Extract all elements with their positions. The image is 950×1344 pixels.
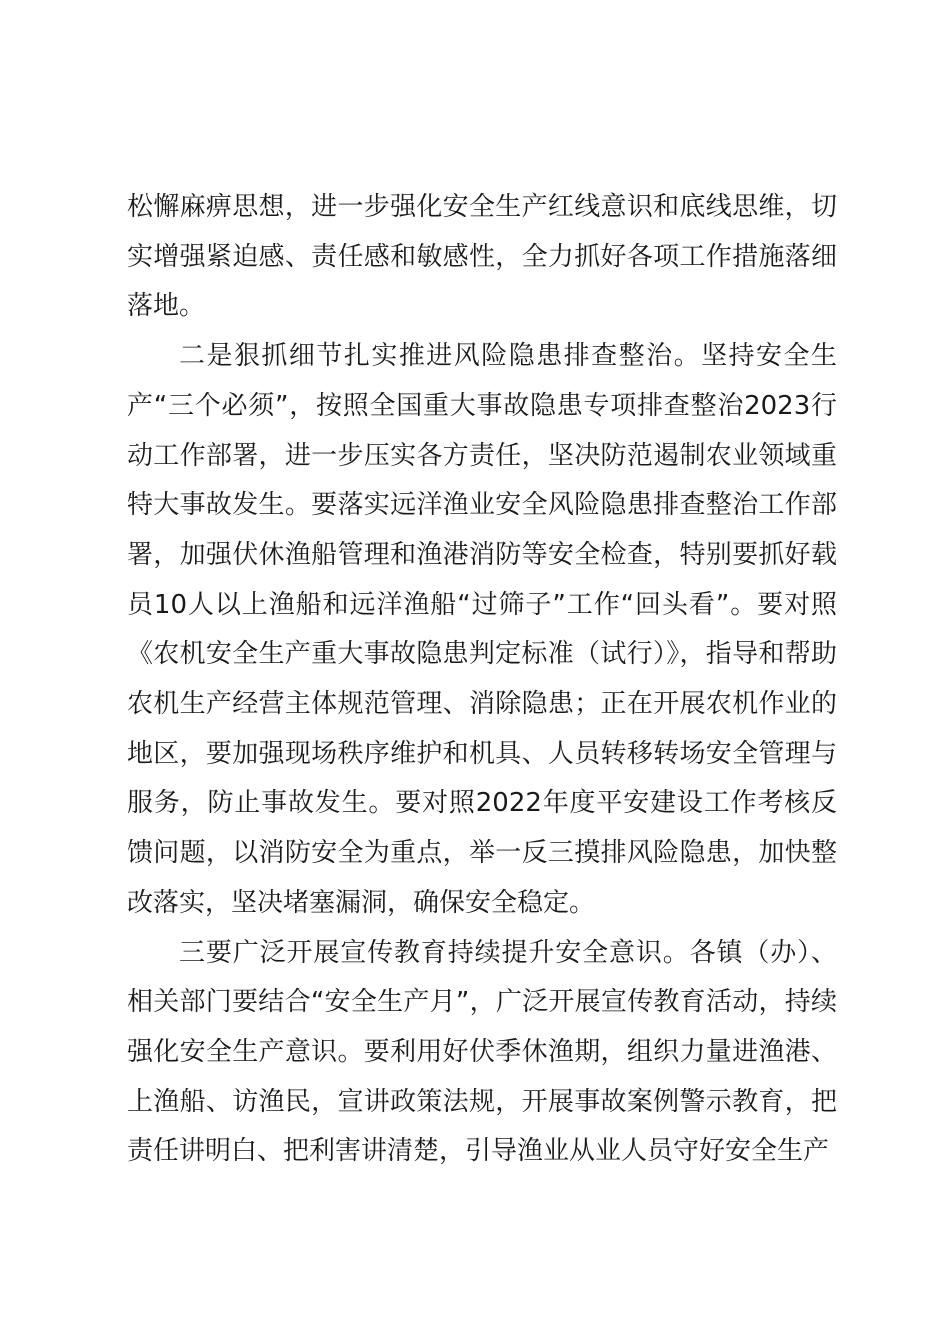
paragraph-risk-inspection: 二是狠抓细节扎实推进风险隐患排查整治。坚持安全生产“三个必须”，按照全国重大事故隐患专项排查整治2023行动工作部署，进一步压实各方责任，坚决防范遏制农业领域重特大事故发生。要落实远洋渔业安全风险隐患排查整治工作部署，加强伏休渔船管理和渔港消防等安全检查，特别要抓好载员10人以上渔船和远洋渔船“过筛子”工作“回头看”。要对照《农机安全生产重大事故隐患判定标准（试行）》，指导和帮助农机生产经营主体规范管理、消除隐患；正在开展农机作业的地区，要加强现场秩序维护和机具、人员转移转场安全管理与服务，防止事故发生。要对照2022年度平安建设工作考核反馈问题，以消防安全为重点，举一反三摸排风险隐患，加快整改落实，坚决堵塞漏洞，确保安全稳定。 [127,341,837,918]
paragraph-safety-education: 三要广泛开展宣传教育持续提升安全意识。各镇（办）、相关部门要结合“安全生产月”，广泛开展宣传教育活动，持续强化安全生产意识。要利用好伏季休渔期，组织力量进渔港、上渔船、访渔民，宣讲政策法规，开展事故案例警示教育，把责任讲明白、把利害讲清楚，引导渔业从业人员守好安全生产 [127,937,837,1167]
document-body [127,183,837,1177]
paragraph-continuation: 松懈麻痹思想，进一步强化安全生产红线意识和底线思维，切实增强紧迫感、责任感和敏感性，全力抓好各项工作措施落细落地。 [127,192,837,322]
